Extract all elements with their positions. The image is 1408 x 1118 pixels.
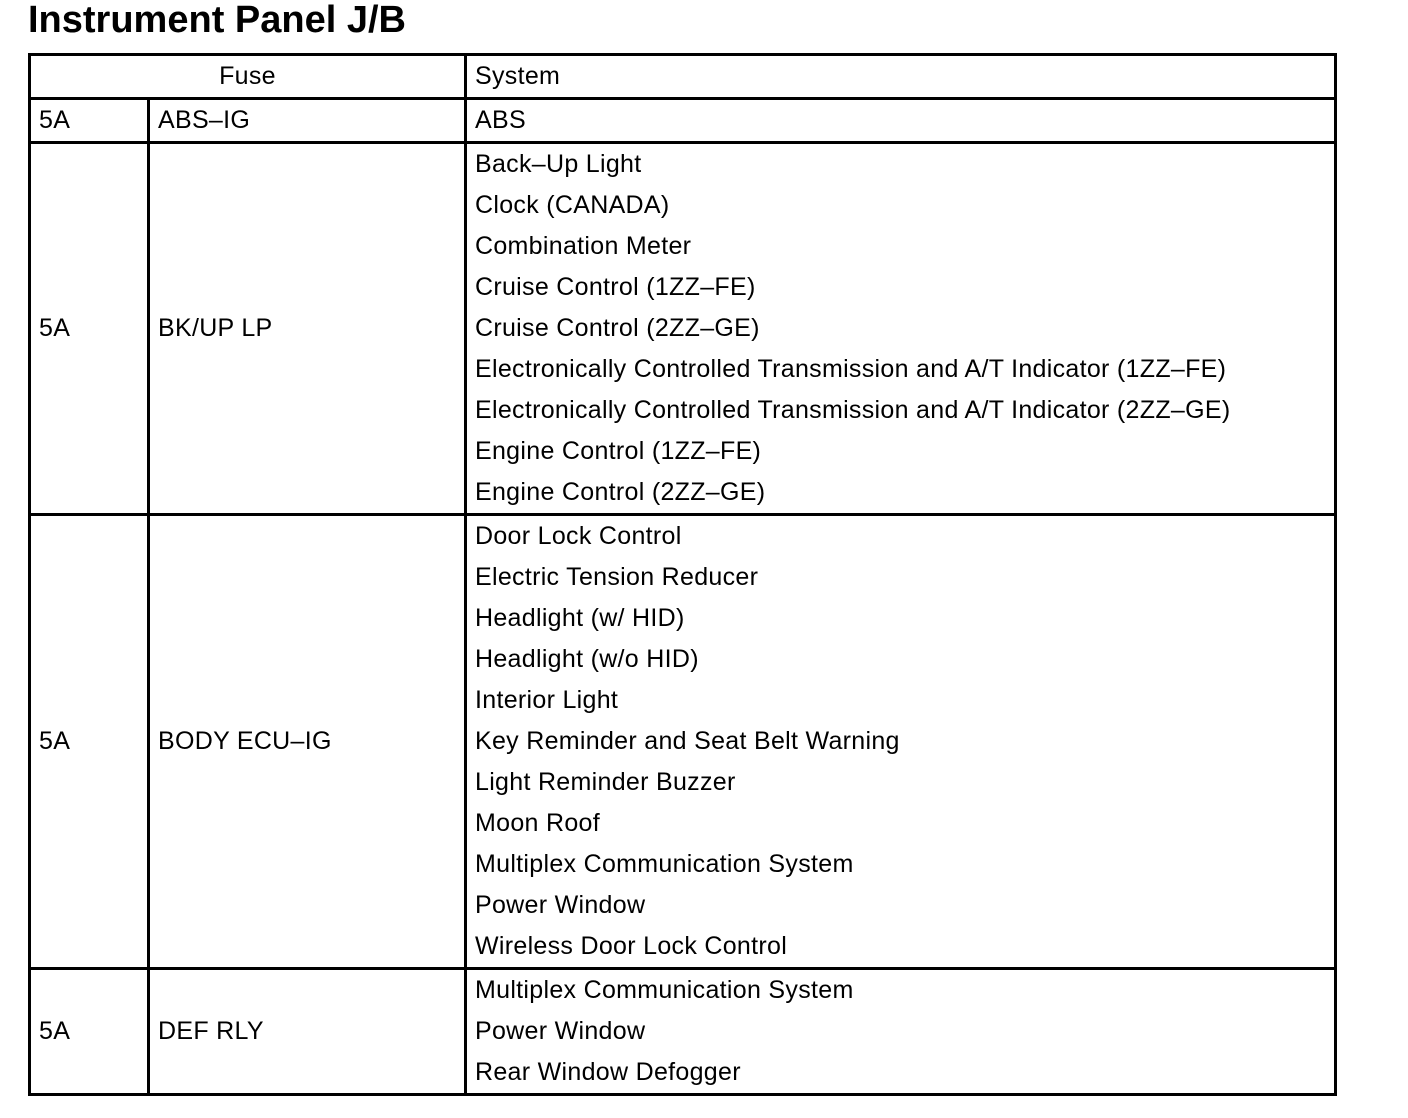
system-item: Clock (CANADA) — [475, 191, 670, 219]
fuse-amp: 5A — [30, 99, 149, 143]
system-item: Wireless Door Lock Control — [475, 932, 788, 960]
system-item: Combination Meter — [475, 232, 692, 260]
system-cell — [466, 515, 1336, 969]
fuse-column-header: Fuse — [30, 55, 466, 99]
page-title: Instrument Panel J/B — [28, 0, 406, 41]
system-item: Cruise Control (1ZZ–FE) — [475, 273, 756, 301]
system-cell — [466, 99, 1336, 143]
system-item: Door Lock Control — [475, 522, 682, 550]
header-row — [30, 55, 1336, 99]
system-item: Engine Control (2ZZ–GE) — [475, 478, 766, 506]
system-item: Interior Light — [475, 686, 619, 714]
fuse-amp: 5A — [30, 515, 149, 969]
system-item: Moon Roof — [475, 809, 600, 837]
system-item: Rear Window Defogger — [475, 1058, 741, 1086]
fuse-amp: 5A — [30, 143, 149, 515]
system-item: Engine Control (1ZZ–FE) — [475, 437, 762, 465]
system-item: Electronically Controlled Transmission and A/T Indicator (2ZZ–GE) — [475, 396, 1231, 424]
fuse-name: DEF RLY — [149, 969, 466, 1095]
table-row — [30, 969, 1336, 1095]
system-cell — [466, 969, 1336, 1095]
system-column-header: System — [466, 55, 1336, 99]
system-item: Multiplex Communication System — [475, 976, 854, 1004]
system-item: Headlight (w/ HID) — [475, 604, 685, 632]
system-item: Power Window — [475, 891, 646, 919]
system-item: Back–Up Light — [475, 150, 642, 178]
table-row — [30, 143, 1336, 515]
system-item: Cruise Control (2ZZ–GE) — [475, 314, 760, 342]
system-item: Light Reminder Buzzer — [475, 768, 736, 796]
system-item: Multiplex Communication System — [475, 850, 854, 878]
system-item: Power Window — [475, 1017, 646, 1045]
table-row — [30, 515, 1336, 969]
system-item: Electric Tension Reducer — [475, 563, 759, 591]
fuse-name: ABS–IG — [149, 99, 466, 143]
system-cell — [466, 143, 1336, 515]
system-item: Electronically Controlled Transmission and A/T Indicator (1ZZ–FE) — [475, 355, 1227, 383]
system-item: ABS — [475, 106, 526, 134]
fuse-name: BODY ECU–IG — [149, 515, 466, 969]
system-item: Key Reminder and Seat Belt Warning — [475, 727, 900, 755]
fuse-name: BK/UP LP — [149, 143, 466, 515]
fuse-table — [28, 53, 1337, 1096]
system-item: Headlight (w/o HID) — [475, 645, 699, 673]
fuse-amp: 5A — [30, 969, 149, 1095]
table-row — [30, 99, 1336, 143]
